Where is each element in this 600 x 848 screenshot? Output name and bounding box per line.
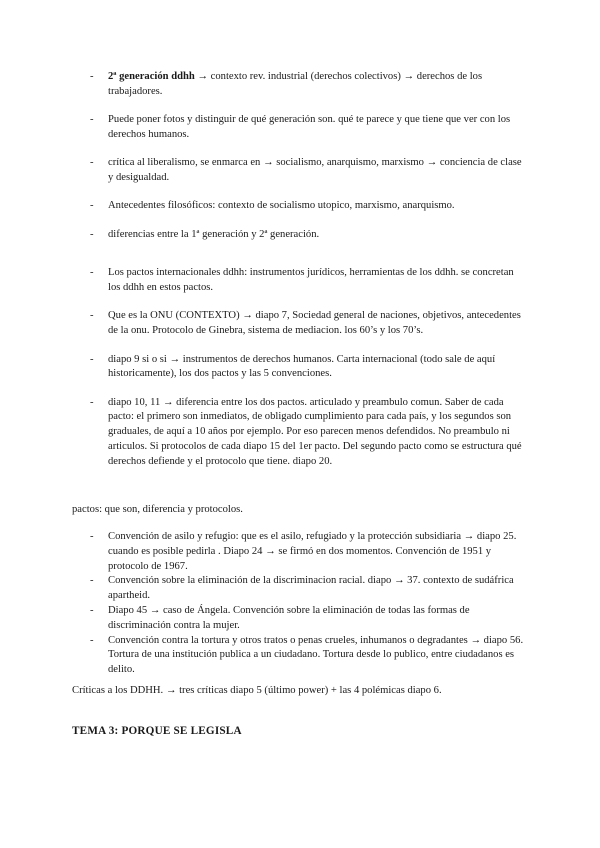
item-text: diapo 9 si o si → instrumentos de derechos humanos. Carta internacional (todo sale de aquí historicamente), los dos pactos y las 5 convenciones. bbox=[108, 353, 496, 380]
item-text: Los pactos internacionales ddhh: instrumentos jurídicos, herramientas de los ddhh. se concretan los ddhh en estos pactos. bbox=[108, 267, 514, 294]
pactos-paragraph: pactos: que son, diferencia y protocolos. bbox=[72, 504, 243, 515]
list-item bbox=[0, 228, 600, 243]
section-heading: TEMA 3: PORQUE SE LEGISLA bbox=[72, 725, 242, 737]
item-text: Convención de asilo y refugio: que es el asilo, refugiado y la protección subsidiaria → diapo 25. cuando es posible pedirla . Diapo 24 → se firmó en dos momentos. Convención de 1951 y protocolo de 1967. bbox=[108, 531, 517, 572]
list-item bbox=[0, 70, 600, 100]
item-bold-label: 2ª generación ddhh bbox=[108, 71, 195, 82]
bullet-list-2 bbox=[0, 530, 600, 678]
list-item bbox=[0, 353, 600, 383]
list-dash: - bbox=[90, 267, 94, 279]
list-item bbox=[0, 266, 600, 296]
list-item bbox=[0, 156, 600, 186]
list-item bbox=[0, 634, 600, 678]
list-item bbox=[0, 199, 600, 214]
list-dash: - bbox=[90, 531, 94, 542]
item-text: Diapo 45 → caso de Ángela. Convención sobre la eliminación de todas las formas de discriminación contra la mujer. bbox=[108, 604, 470, 631]
item-text: Que es la ONU (CONTEXTO) → diapo 7, Sociedad general de naciones, objetivos, antecedentes de la onu. Protocolo de Ginebra, sistema de mediacion. los 60’s y los 70’s. bbox=[108, 310, 521, 337]
list-item bbox=[0, 396, 600, 470]
list-item bbox=[0, 604, 600, 634]
list-dash: - bbox=[90, 71, 94, 82]
list-dash: - bbox=[90, 228, 94, 240]
list-dash: - bbox=[90, 200, 94, 212]
bullet-list-1 bbox=[0, 70, 600, 483]
list-dash: - bbox=[90, 157, 94, 169]
list-dash: - bbox=[90, 575, 94, 587]
list-dash: - bbox=[90, 353, 94, 365]
list-dash: - bbox=[90, 396, 94, 408]
item-text: crítica al liberalismo, se enmarca en → socialismo, anarquismo, marxismo → conciencia de clase y desigualdad. bbox=[108, 157, 522, 183]
list-dash: - bbox=[90, 634, 94, 646]
list-dash: - bbox=[90, 114, 94, 126]
item-text: → contexto rev. industrial (derechos colectivos) → derechos de los trabajadores. bbox=[108, 71, 483, 97]
list-item bbox=[0, 530, 600, 574]
list-item bbox=[0, 309, 600, 339]
list-dash: - bbox=[90, 310, 94, 322]
list-item bbox=[0, 113, 600, 143]
item-text: Convención contra la tortura y otros tratos o penas crueles, inhumanos o degradantes → diapo 56. Tortura de una institución publica a un ciudadano. Tortura desde lo publico, entre ciudadanos es delito. bbox=[108, 634, 524, 676]
item-text: diapo 10, 11 → diferencia entre los dos pactos. articulado y preambulo comun. Saber de cada pacto: el primero son inmediatos, de obligado cumplimiento para cada país, y los segundos son graduales, de aquí a 10 años por ejemplo. Por eso parecen menos defendidos. No preambulo ni articulos. Si protocolos de cada diapo 15 del 1er pacto. Del segundo pacto como se estructura qué derechos defiende y el protocolo que tiene. diapo 20. bbox=[108, 396, 522, 467]
item-text: Convención sobre la eliminación de la discriminacion racial. diapo → 37. contexto de sudáfrica apartheid. bbox=[108, 575, 514, 602]
criticas-paragraph: Críticas a los DDHH. → tres críticas diapo 5 (último power) + las 4 polémicas diapo 6. bbox=[72, 685, 442, 696]
item-text: Puede poner fotos y distinguir de qué generación son. qué te parece y que tiene que ver con los derechos humanos. bbox=[108, 114, 511, 140]
list-dash: - bbox=[90, 604, 94, 616]
list-item bbox=[0, 574, 600, 604]
item-text: Antecedentes filosóficos: contexto de socialismo utopico, marxismo, anarquismo. bbox=[108, 200, 455, 212]
item-text: diferencias entre la 1ª generación y 2ª generación. bbox=[108, 228, 320, 240]
